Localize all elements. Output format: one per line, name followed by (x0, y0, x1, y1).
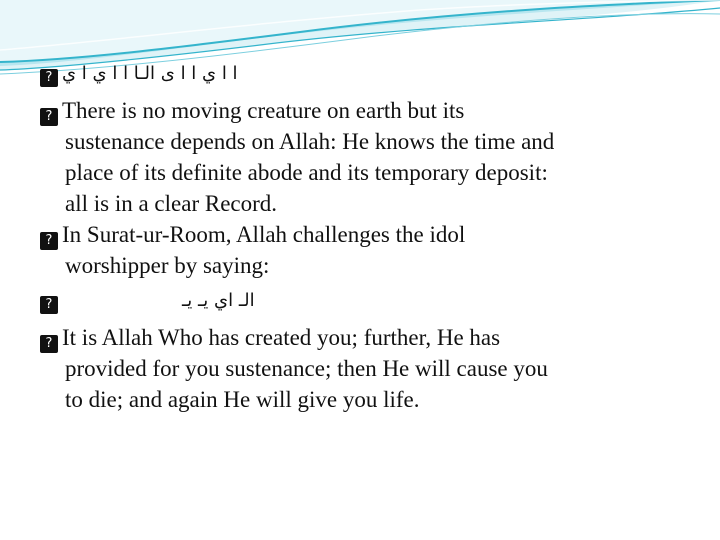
paragraph-line: sustenance depends on Allah: He knows the time and (65, 129, 555, 154)
paragraph-line: provided for you sustenance; then He will cause you (65, 356, 548, 381)
paragraph-2 (40, 219, 700, 281)
slide-content (40, 58, 700, 415)
arabic-verse-2 (40, 285, 700, 316)
paragraph-text: It is Allah Who has created you; further, He has (62, 325, 501, 350)
paragraph-text: In Surat-ur-Room, Allah challenges the idol (62, 222, 466, 247)
bullet-icon: ? (40, 296, 58, 314)
bullet-icon: ? (40, 335, 58, 353)
paragraph-line (40, 219, 700, 250)
arabic-verse-1 (40, 58, 700, 89)
paragraph-line: all is in a clear Record. (65, 191, 278, 216)
bullet-icon: ? (40, 108, 58, 126)
paragraph-text: There is no moving creature on earth but its (62, 98, 465, 123)
paragraph-line: worshipper by saying: (65, 253, 270, 278)
paragraph-line: to die; and again He will give you life. (65, 387, 420, 412)
bullet-icon: ? (40, 232, 58, 250)
paragraph-3 (40, 322, 700, 415)
paragraph-line (40, 95, 700, 126)
arabic-text: ا ا ي ا ا ى الـا ا ا ي ا ي (62, 63, 238, 84)
paragraph-1 (40, 95, 700, 219)
arabic-text: الـ اي يـ يـ (182, 290, 255, 311)
paragraph-line (40, 322, 700, 353)
paragraph-line: place of its definite abode and its temporary deposit: (65, 160, 548, 185)
bullet-icon: ? (40, 69, 58, 87)
